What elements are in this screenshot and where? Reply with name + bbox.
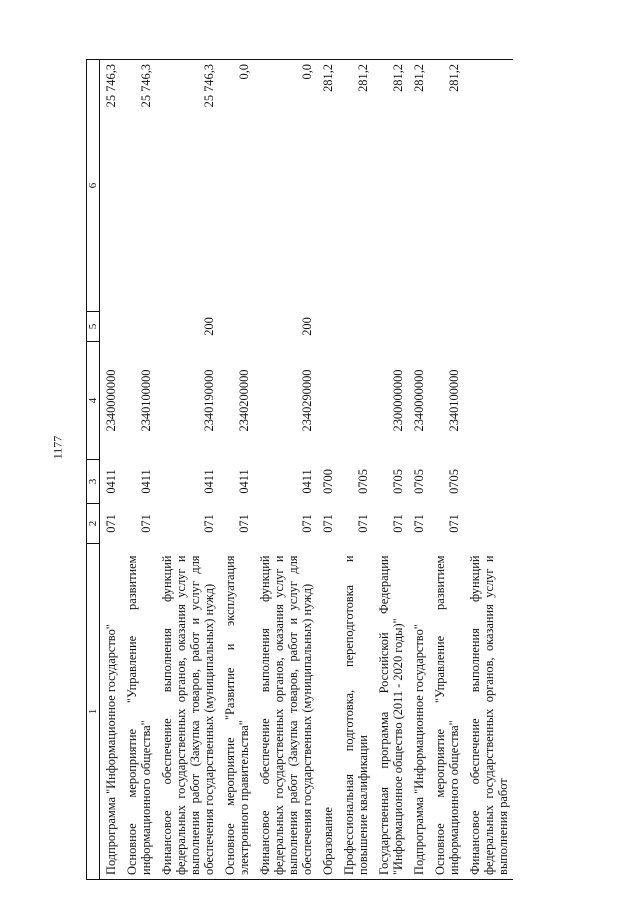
row-name: Подпрограмма "Информационное государство"	[408, 544, 429, 880]
row-name: Финансовое обеспечение выполнения функций федеральных государственных органов, оказания услуг и выполнения работ (Закупка товаров, работ и услуг для обеспечения государственных (муниципальных) нужд)	[254, 544, 317, 880]
table-row	[100, 60, 122, 880]
row-ministry-code: 071	[237, 514, 251, 533]
row-section-code: 0411	[202, 469, 216, 494]
row-name: Государственная программа Российской Федерации "Информационное общество (2011 - 2020 годы)"	[373, 544, 408, 880]
row-ministry-code: 071	[391, 514, 405, 533]
row-ministry-code: 071	[447, 514, 461, 533]
row-expense-type: 200	[202, 317, 216, 336]
row-section-code	[464, 460, 513, 504]
rotated-table-container	[86, 60, 556, 880]
row-ministry-code: 071	[300, 514, 314, 533]
row-expense-type	[373, 312, 408, 342]
header-row	[87, 60, 100, 880]
row-name: Подпрограмма "Информационное государство"	[100, 544, 122, 880]
row-section-code: 0700	[321, 469, 335, 494]
row-target-code	[317, 342, 338, 460]
table-row	[429, 60, 464, 880]
row-section-code: 0705	[412, 469, 426, 494]
row-amount: 0,0	[219, 60, 254, 312]
row-name: Образование	[317, 544, 338, 880]
row-amount	[464, 60, 513, 312]
row-section-code: 0411	[237, 469, 251, 494]
header-col-3: 3	[87, 460, 100, 504]
row-expense-type: 200	[300, 317, 314, 336]
table-row	[219, 60, 254, 880]
row-ministry-code: 071	[412, 514, 426, 533]
row-expense-type	[338, 312, 373, 342]
row-ministry-code: 071	[104, 514, 118, 533]
page-number: 1177	[50, 435, 65, 460]
row-ministry-code: 071	[356, 514, 370, 533]
row-name: Основное мероприятие "Развитие и эксплуатация электронного правительства"	[219, 544, 254, 880]
row-amount: 281,2	[338, 60, 373, 312]
row-section-code: 0411	[300, 469, 314, 494]
row-ministry-code: 071	[321, 514, 335, 533]
header-col-2: 2	[87, 504, 100, 544]
table-row	[254, 60, 317, 880]
row-target-code: 2340200000	[237, 369, 251, 432]
row-amount: 281,2	[373, 60, 408, 312]
row-ministry-code	[464, 504, 513, 544]
row-expense-type	[219, 312, 254, 342]
row-amount: 25 746,3	[100, 60, 122, 312]
table-row	[317, 60, 338, 880]
row-expense-type	[429, 312, 464, 342]
header-col-4: 4	[87, 342, 100, 460]
row-section-code: 0705	[391, 469, 405, 494]
row-amount: 281,2	[429, 60, 464, 312]
row-amount: 281,2	[408, 60, 429, 312]
row-section-code: 0705	[447, 469, 461, 494]
row-expense-type	[100, 312, 122, 342]
row-target-code: 2340190000	[202, 369, 216, 432]
row-name: Основное мероприятие "Управление развитием информационного общества"	[429, 544, 464, 880]
row-expense-type	[464, 312, 513, 342]
row-expense-type	[317, 312, 338, 342]
table-row	[156, 60, 219, 880]
row-ministry-code: 071	[202, 514, 216, 533]
row-amount: 25 746,3	[156, 60, 219, 312]
row-amount: 25 746,3	[121, 60, 156, 312]
table-row	[121, 60, 156, 880]
row-name: Финансовое обеспечение выполнения функций федеральных государственных органов, оказания услуг и выполнения работ (Закупка товаров, работ и услуг для обеспечения государственных (муниципальных) нужд)	[156, 544, 219, 880]
row-target-code: 2340000000	[104, 369, 118, 432]
row-name: Профессиональная подготовка, переподготовка и повышение квалификации	[338, 544, 373, 880]
row-expense-type	[408, 312, 429, 342]
header-col-1: 1	[87, 544, 100, 880]
row-amount: 0,0	[254, 60, 317, 312]
table-row	[408, 60, 429, 880]
table-row	[464, 60, 513, 880]
row-name: Финансовое обеспечение выполнения функций федеральных государственных органов, оказания услуг и выполнения работ	[464, 544, 513, 880]
row-target-code: 2300000000	[391, 369, 405, 432]
row-target-code	[464, 342, 513, 460]
row-target-code: 2340000000	[412, 369, 426, 432]
row-amount: 281,2	[317, 60, 338, 312]
table-row	[338, 60, 373, 880]
row-target-code: 2340290000	[300, 369, 314, 432]
row-expense-type	[121, 312, 156, 342]
row-target-code: 2340100000	[447, 369, 461, 432]
budget-table	[86, 59, 513, 880]
row-section-code: 0705	[356, 469, 370, 494]
row-section-code: 0411	[104, 469, 118, 494]
row-target-code: 2340100000	[139, 369, 153, 432]
row-name: Основное мероприятие "Управление развитием информационного общества"	[121, 544, 156, 880]
header-col-5: 5	[87, 312, 100, 342]
row-section-code: 0411	[139, 469, 153, 494]
header-col-6: 6	[87, 60, 100, 312]
row-target-code	[338, 342, 373, 460]
row-ministry-code: 071	[139, 514, 153, 533]
table-row	[373, 60, 408, 880]
